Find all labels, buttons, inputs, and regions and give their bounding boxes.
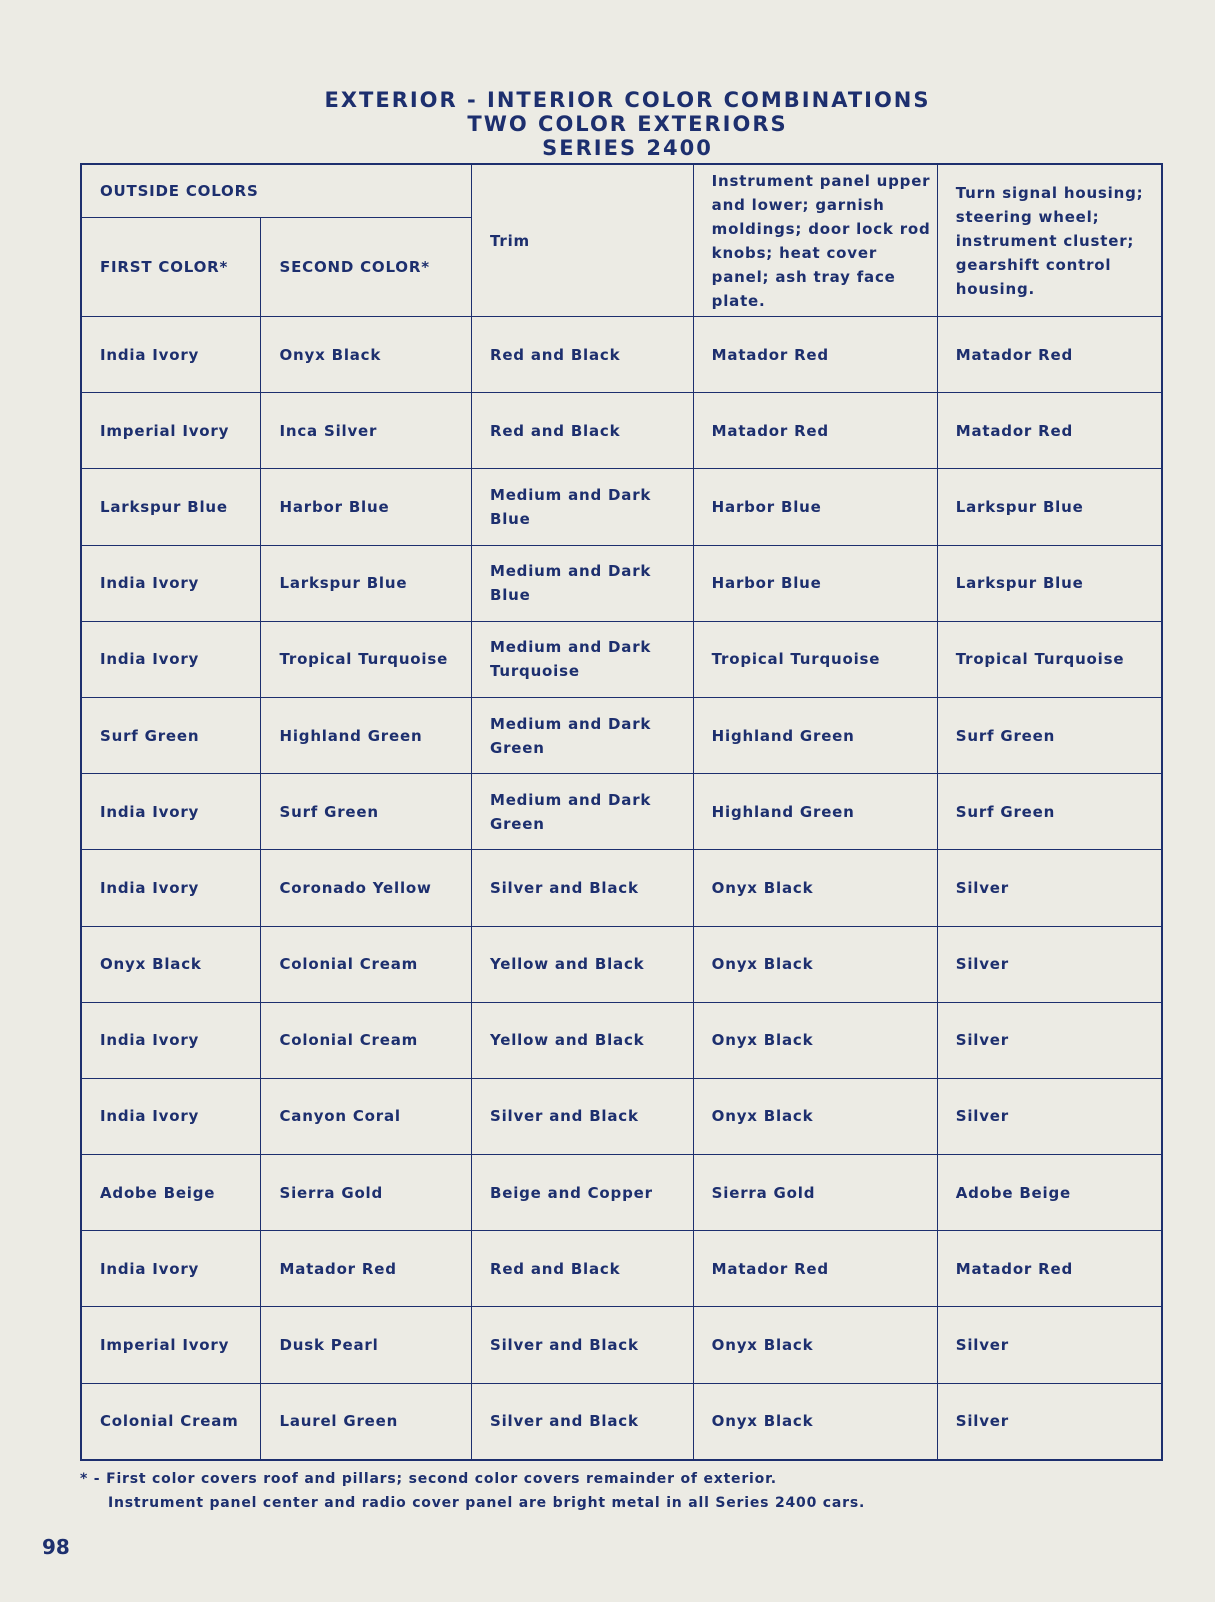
footnotes [80, 1467, 865, 1515]
table-row [81, 697, 1162, 773]
cell-trim: Medium and Dark Green [471, 774, 693, 850]
cell-panel: Harbor Blue [693, 545, 937, 621]
cell-signal: Matador Red [937, 1231, 1162, 1307]
table-row [81, 926, 1162, 1002]
cell-first: India Ivory [81, 850, 261, 926]
cell-second: Surf Green [261, 774, 472, 850]
cell-trim: Yellow and Black [471, 926, 693, 1002]
trim-header: Trim [471, 164, 693, 317]
cell-first: India Ivory [81, 1078, 261, 1154]
cell-second: Colonial Cream [261, 926, 472, 1002]
cell-trim: Silver and Black [471, 850, 693, 926]
cell-trim: Silver and Black [471, 1078, 693, 1154]
table-row [81, 1383, 1162, 1460]
cell-second: Inca Silver [261, 393, 472, 469]
table-row [81, 393, 1162, 469]
cell-first: Onyx Black [81, 926, 261, 1002]
cell-second: Coronado Yellow [261, 850, 472, 926]
cell-panel: Sierra Gold [693, 1155, 937, 1231]
table-row [81, 317, 1162, 393]
cell-signal: Silver [937, 1307, 1162, 1383]
table-body [81, 317, 1162, 1461]
cell-first: Surf Green [81, 697, 261, 773]
turn-signal-header: Turn signal housing; steering wheel; instrument cluster; gearshift control housing. [937, 164, 1162, 317]
table-row [81, 545, 1162, 621]
cell-panel: Onyx Black [693, 1002, 937, 1078]
cell-first: Imperial Ivory [81, 393, 261, 469]
cell-trim: Silver and Black [471, 1383, 693, 1460]
cell-signal: Tropical Turquoise [937, 621, 1162, 697]
cell-signal: Matador Red [937, 317, 1162, 393]
cell-second: Laurel Green [261, 1383, 472, 1460]
cell-signal: Silver [937, 1078, 1162, 1154]
table-row [81, 1231, 1162, 1307]
cell-second: Sierra Gold [261, 1155, 472, 1231]
cell-panel: Onyx Black [693, 1307, 937, 1383]
table-row [81, 1307, 1162, 1383]
table-row [81, 469, 1162, 545]
cell-first: India Ivory [81, 545, 261, 621]
footnote-line-1: * - First color covers roof and pillars; second color covers remainder of exterior. [80, 1471, 777, 1487]
cell-trim: Yellow and Black [471, 1002, 693, 1078]
cell-trim: Beige and Copper [471, 1155, 693, 1231]
cell-signal: Surf Green [937, 697, 1162, 773]
cell-panel: Matador Red [693, 393, 937, 469]
footnote-line-2: Instrument panel center and radio cover panel are bright metal in all Series 2400 cars. [108, 1495, 866, 1511]
cell-trim: Medium and Dark Green [471, 697, 693, 773]
cell-signal: Matador Red [937, 393, 1162, 469]
title-line-3: SERIES 2400 [542, 136, 713, 160]
cell-first: Colonial Cream [81, 1383, 261, 1460]
cell-panel: Onyx Black [693, 1383, 937, 1460]
cell-second: Larkspur Blue [261, 545, 472, 621]
cell-trim: Medium and Dark Turquoise [471, 621, 693, 697]
cell-panel: Highland Green [693, 697, 937, 773]
instrument-panel-header: Instrument panel upper and lower; garnish moldings; door lock rod knobs; heat cover panel; ash tray face plate. [693, 164, 937, 317]
cell-first: Imperial Ivory [81, 1307, 261, 1383]
table-row [81, 774, 1162, 850]
cell-signal: Larkspur Blue [937, 545, 1162, 621]
second-color-header: SECOND COLOR* [261, 218, 472, 317]
page-title [0, 88, 1215, 160]
color-combinations-table [80, 163, 1163, 1461]
cell-second: Tropical Turquoise [261, 621, 472, 697]
cell-first: Larkspur Blue [81, 469, 261, 545]
cell-first: India Ivory [81, 774, 261, 850]
table-row [81, 1078, 1162, 1154]
cell-second: Matador Red [261, 1231, 472, 1307]
cell-panel: Highland Green [693, 774, 937, 850]
cell-signal: Silver [937, 850, 1162, 926]
cell-signal: Silver [937, 1383, 1162, 1460]
cell-panel: Tropical Turquoise [693, 621, 937, 697]
first-color-header: FIRST COLOR* [81, 218, 261, 317]
table-row [81, 621, 1162, 697]
cell-signal: Surf Green [937, 774, 1162, 850]
table-row [81, 850, 1162, 926]
cell-first: Adobe Beige [81, 1155, 261, 1231]
table-row [81, 1155, 1162, 1231]
cell-second: Onyx Black [261, 317, 472, 393]
cell-second: Dusk Pearl [261, 1307, 472, 1383]
cell-signal: Silver [937, 1002, 1162, 1078]
cell-first: India Ivory [81, 621, 261, 697]
cell-signal: Larkspur Blue [937, 469, 1162, 545]
cell-second: Harbor Blue [261, 469, 472, 545]
cell-trim: Red and Black [471, 1231, 693, 1307]
page-number: 98 [42, 1535, 70, 1559]
cell-trim: Red and Black [471, 317, 693, 393]
cell-signal: Adobe Beige [937, 1155, 1162, 1231]
cell-trim: Medium and Dark Blue [471, 469, 693, 545]
cell-first: India Ivory [81, 1231, 261, 1307]
cell-trim: Red and Black [471, 393, 693, 469]
cell-second: Canyon Coral [261, 1078, 472, 1154]
outside-colors-header: OUTSIDE COLORS [81, 164, 471, 218]
cell-second: Highland Green [261, 697, 472, 773]
cell-panel: Onyx Black [693, 850, 937, 926]
cell-first: India Ivory [81, 1002, 261, 1078]
cell-trim: Silver and Black [471, 1307, 693, 1383]
cell-panel: Matador Red [693, 1231, 937, 1307]
cell-signal: Silver [937, 926, 1162, 1002]
cell-first: India Ivory [81, 317, 261, 393]
cell-panel: Matador Red [693, 317, 937, 393]
title-line-1: EXTERIOR - INTERIOR COLOR COMBINATIONS [324, 88, 931, 112]
cell-second: Colonial Cream [261, 1002, 472, 1078]
cell-trim: Medium and Dark Blue [471, 545, 693, 621]
cell-panel: Onyx Black [693, 926, 937, 1002]
title-line-2: TWO COLOR EXTERIORS [467, 112, 788, 136]
cell-panel: Onyx Black [693, 1078, 937, 1154]
cell-panel: Harbor Blue [693, 469, 937, 545]
table-row [81, 1002, 1162, 1078]
